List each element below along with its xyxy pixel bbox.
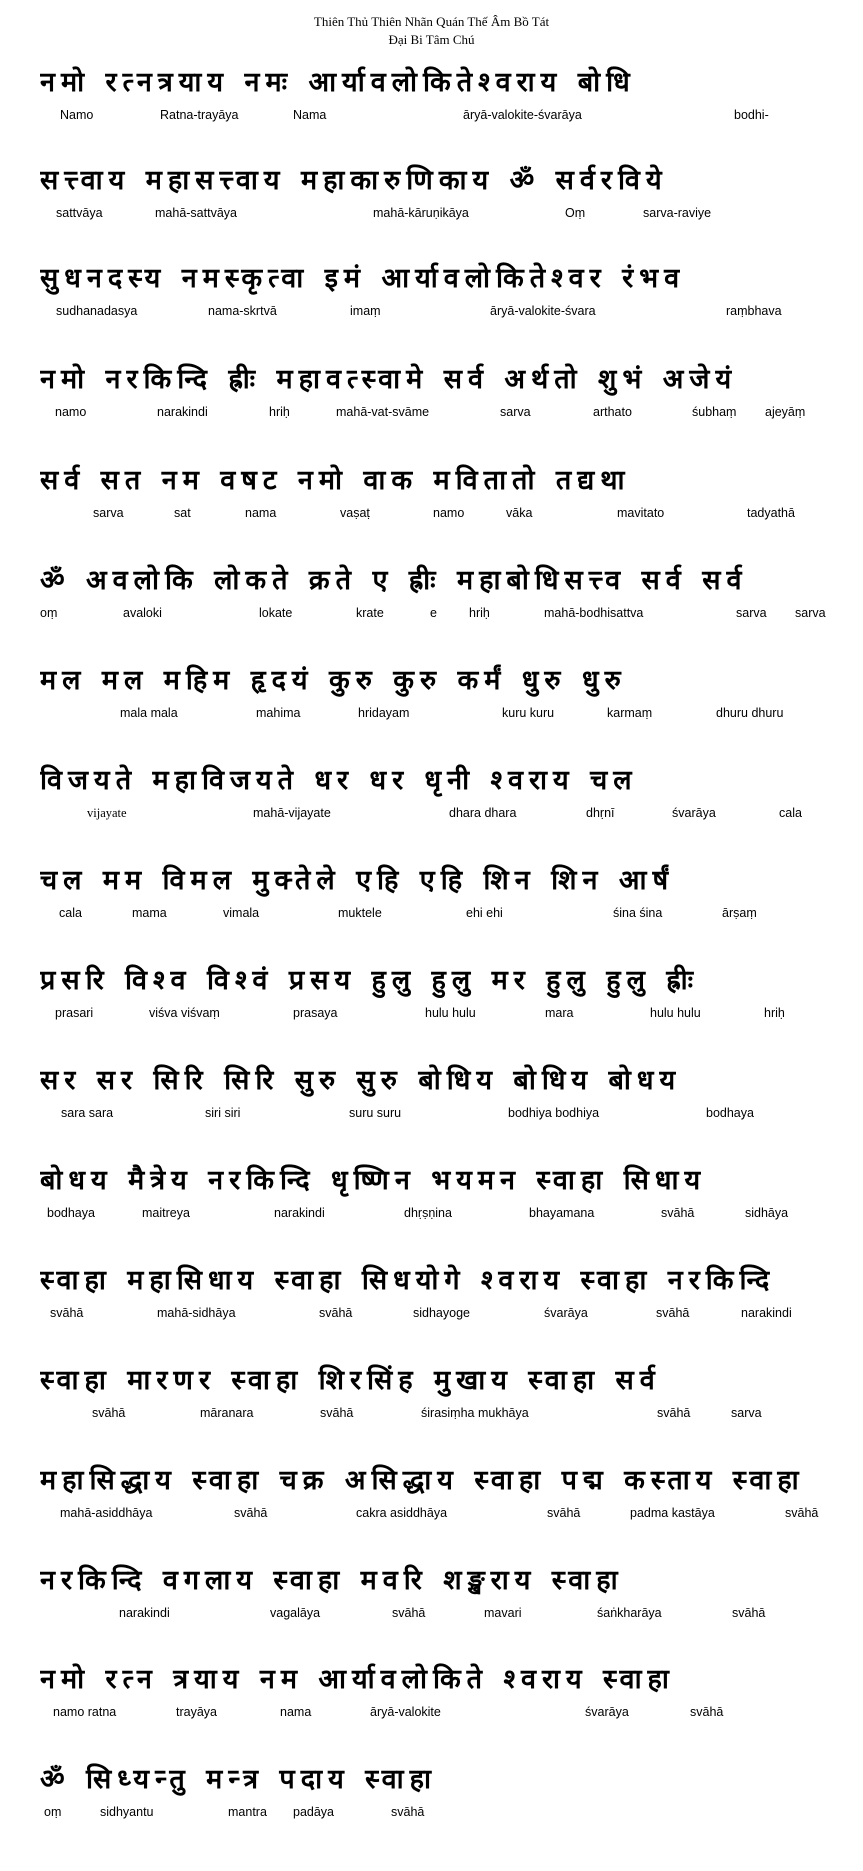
transliteration-label: dhṛnī [586, 806, 615, 820]
transliteration-label: śubhaṃ [692, 405, 737, 419]
transliteration-label: sarva [500, 405, 531, 419]
transliteration-label: āryā-valokite [370, 1705, 441, 1719]
sanskrit-script-line: महासिद्धाय स्वाहा चक्र असिद्धाय स्वाहा पद्म कस्ताय स्वाहा [40, 1464, 805, 1496]
transliteration-label: padāya [293, 1805, 335, 1819]
verse-row [40, 458, 830, 528]
sanskrit-script-line: चल मम विमल मुक्तेले एहि एहि शिन शिन आर्षं [40, 864, 675, 896]
transliteration-label: bodhi- [734, 108, 769, 122]
transliteration-label: śvarāya [585, 1705, 629, 1719]
transliteration-label: cala [59, 906, 82, 920]
verse-row [40, 1458, 830, 1528]
verse-row [40, 1058, 830, 1128]
transliteration-label: ajeyāṃ [765, 405, 806, 419]
transliteration-label: bodhaya [706, 1106, 754, 1120]
transliteration-label: āryā-valokite-śvara [490, 304, 596, 318]
transliteration-label: sat [174, 506, 191, 520]
transliteration-label: mavitato [617, 506, 665, 520]
transliteration-label: mama [132, 906, 167, 920]
transliteration-label: sudhanadasya [56, 304, 138, 318]
transliteration-label: karmaṃ [607, 706, 653, 720]
transliteration-label: mahima [256, 706, 301, 720]
transliteration-label: ārṣaṃ [722, 906, 757, 920]
page-title-line-1: Thiên Thủ Thiên Nhãn Quán Thế Âm Bồ Tát [313, 14, 550, 29]
transliteration-label: svāhā [732, 1606, 766, 1620]
verse-row [40, 1258, 830, 1328]
transliteration-label: namo [55, 405, 87, 419]
sanskrit-script-line: सत्त्वाय महासत्त्वाय महाकारुणिकाय ॐ सर्वरविये [40, 164, 668, 196]
transliteration-label: mahā-vat-svāme [336, 405, 430, 419]
transliteration-label: vijayate [87, 806, 127, 820]
transliteration-label: padma kastāya [630, 1506, 715, 1520]
sanskrit-script-line: नरकिन्दि वगलाय स्वाहा मवरि शङ्खराय स्वाहा [40, 1564, 624, 1596]
transliteration-label: śirasiṃha mukhāya [421, 1406, 529, 1420]
transliteration-label: namo ratna [53, 1705, 117, 1719]
sanskrit-script-line: नमो रत्नत्रयाय नमः आर्यावलोकितेश्वराय बोधि [40, 66, 636, 98]
sanskrit-script-line: सर सर सिरि सिरि सुरु सुरु बोधिय बोधिय बोधय [40, 1064, 682, 1096]
transliteration-label: dhuru dhuru [716, 706, 784, 720]
transliteration-label: bodhiya bodhiya [508, 1106, 600, 1120]
sanskrit-script-line: सर्व सत नम वषट नमो वाक मवितातो तद्यथा [40, 464, 631, 496]
transliteration-label: mahā-sattvāya [155, 206, 237, 220]
transliteration-label: mantra [228, 1805, 267, 1819]
transliteration-label: lokate [259, 606, 293, 620]
sanskrit-script-line: नमो रत्न त्रयाय नम आर्यावलोकिते श्वराय स्वाहा [40, 1663, 675, 1695]
transliteration-label: prasari [55, 1006, 94, 1020]
sanskrit-script-line: मल मल महिम हृदयं कुरु कुरु कर्मं धुरु धुरु [40, 664, 627, 696]
transliteration-label: svāhā [320, 1406, 354, 1420]
transliteration-label: ehi ehi [466, 906, 503, 920]
transliteration-label: mahā-bodhisattva [544, 606, 644, 620]
transliteration-label: mahā-kāruṇikāya [373, 206, 469, 220]
transliteration-label: śaṅkharāya [597, 1606, 662, 1620]
transliteration-label: viśva viśvaṃ [149, 1006, 220, 1020]
sanskrit-script-line: बोधय मैत्रेय नरकिन्दि धृष्णिन भयमन स्वाहा सिधाय [40, 1164, 707, 1196]
transliteration-label: narakindi [741, 1306, 792, 1320]
transliteration-label: hulu hulu [650, 1006, 701, 1020]
sanskrit-script-line: स्वाहा महासिधाय स्वाहा सिधयोगे श्वराय स्वाहा नरकिन्दि [40, 1264, 776, 1296]
transliteration-label: svāhā [92, 1406, 126, 1420]
transliteration-label: svāhā [234, 1506, 268, 1520]
transliteration-label: nama-skrtvā [208, 304, 277, 318]
transliteration-label: mahā-sidhāya [157, 1306, 236, 1320]
transliteration-label: narakindi [119, 1606, 170, 1620]
transliteration-label: tadyathā [747, 506, 795, 520]
transliteration-label: nama [280, 1705, 312, 1719]
transliteration-label: sarva [795, 606, 826, 620]
transliteration-label: sarva-raviye [643, 206, 712, 220]
transliteration-label: cakra asiddhāya [356, 1506, 448, 1520]
transliteration-label: maitreya [142, 1206, 190, 1220]
transliteration-label: Namo [60, 108, 94, 122]
transliteration-label: svāhā [690, 1705, 724, 1719]
transliteration-label: dhara dhara [449, 806, 517, 820]
transliteration-label: narakindi [274, 1206, 325, 1220]
verse-row [40, 558, 830, 628]
transliteration-label: sara sara [61, 1106, 114, 1120]
transliteration-label: sarva [93, 506, 124, 520]
transliteration-label: avaloki [123, 606, 162, 620]
transliteration-label: prasaya [293, 1006, 338, 1020]
verse-row [40, 858, 830, 928]
transliteration-label: svāhā [785, 1506, 819, 1520]
transliteration-label: muktele [338, 906, 382, 920]
transliteration-label: namo [433, 506, 465, 520]
transliteration-label: nama [245, 506, 277, 520]
transliteration-label: svāhā [319, 1306, 353, 1320]
transliteration-label: mahā-vijayate [253, 806, 331, 820]
transliteration-label: hriḥ [764, 1006, 785, 1020]
transliteration-label: oṃ [40, 606, 58, 620]
transliteration-label: vaṣaṭ [340, 506, 370, 520]
transliteration-label: oṃ [44, 1805, 62, 1819]
verse-row [40, 958, 830, 1028]
transliteration-label: svāhā [392, 1606, 426, 1620]
transliteration-label: Nama [293, 108, 327, 122]
transliteration-label: narakindi [157, 405, 208, 419]
transliteration-label: imaṃ [350, 304, 381, 318]
transliteration-label: sidhāya [745, 1206, 789, 1220]
transliteration-label: Ratna-trayāya [160, 108, 239, 122]
transliteration-label: Oṃ [565, 206, 586, 220]
transliteration-label: sidhyantu [100, 1805, 154, 1819]
sanskrit-script-line: ॐ अवलोकि लोकते क्रते ए ह्रीः महाबोधिसत्त्व सर्व सर्व [40, 564, 748, 596]
sanskrit-script-line: स्वाहा मारणर स्वाहा शिरसिंह मुखाय स्वाहा सर्व [40, 1364, 661, 1396]
transliteration-label: hulu hulu [425, 1006, 476, 1020]
transliteration-label: hriḥ [269, 405, 290, 419]
page-title-line-2: Đại Bi Tâm Chú [388, 32, 475, 47]
verse-row [40, 357, 830, 427]
transliteration-label: hriḥ [469, 606, 490, 620]
transliteration-label: śina śina [613, 906, 663, 920]
transliteration-label: sarva [731, 1406, 762, 1420]
transliteration-label: dhṛṣṇina [404, 1206, 452, 1220]
transliteration-label: hridayam [358, 706, 410, 720]
transliteration-label: svāhā [547, 1506, 581, 1520]
sanskrit-script-line: प्रसरि विश्व विश्वं प्रसय हुलु हुलु मर हुलु हुलु ह्रीः [40, 964, 700, 996]
transliteration-label: siri siri [205, 1106, 241, 1120]
transliteration-label: kuru kuru [502, 706, 555, 720]
transliteration-label: trayāya [176, 1705, 217, 1719]
transliteration-label: mara [545, 1006, 574, 1020]
transliteration-label: māranara [200, 1406, 254, 1420]
transliteration-label: e [430, 606, 437, 620]
sanskrit-script-line: ॐ सिध्यन्तु मन्त्र पदाय स्वाहा [40, 1763, 437, 1795]
verse-row [40, 758, 830, 828]
sanskrit-script-line: नमो नरकिन्दि ह्रीः महावत्स्वामे सर्व अर्थतो शुभं अजेयं [40, 363, 738, 395]
transliteration-label: svāhā [661, 1206, 695, 1220]
sanskrit-script-line: सुधनदस्य नमस्कृत्वा इमं आर्यावलोकितेश्वर रंभव [40, 262, 686, 294]
verse-row [40, 60, 830, 130]
transliteration-label: raṃbhava [726, 304, 782, 318]
verse-row [40, 1757, 830, 1827]
transliteration-label: vagalāya [270, 1606, 321, 1620]
verse-row [40, 658, 830, 728]
verse-row [40, 1158, 830, 1228]
transliteration-label: svāhā [50, 1306, 84, 1320]
transliteration-label: suru suru [349, 1106, 402, 1120]
transliteration-label: krate [356, 606, 384, 620]
transliteration-label: āryā-valokite-śvarāya [463, 108, 582, 122]
verse-row [40, 1358, 830, 1428]
verse-row [40, 256, 830, 326]
transliteration-label: śvarāya [672, 806, 716, 820]
verse-row [40, 1558, 830, 1628]
transliteration-label: svāhā [391, 1805, 425, 1819]
transliteration-label: vāka [506, 506, 533, 520]
transliteration-label: śvarāya [544, 1306, 588, 1320]
verse-row [40, 1657, 830, 1727]
transliteration-label: mala mala [120, 706, 178, 720]
transliteration-label: cala [779, 806, 802, 820]
transliteration-label: svāhā [656, 1306, 690, 1320]
transliteration-label: mahā-asiddhāya [60, 1506, 153, 1520]
verse-row [40, 158, 830, 228]
transliteration-label: vimala [223, 906, 260, 920]
transliteration-label: svāhā [657, 1406, 691, 1420]
transliteration-label: sidhayoge [413, 1306, 470, 1320]
sanskrit-script-line: विजयते महाविजयते धर धर धृनी श्वराय चल [40, 764, 638, 796]
transliteration-label: sattvāya [56, 206, 103, 220]
transliteration-label: arthato [593, 405, 632, 419]
transliteration-label: bhayamana [529, 1206, 595, 1220]
transliteration-label: sarva [736, 606, 767, 620]
transliteration-label: mavari [484, 1606, 522, 1620]
transliteration-label: bodhaya [47, 1206, 95, 1220]
